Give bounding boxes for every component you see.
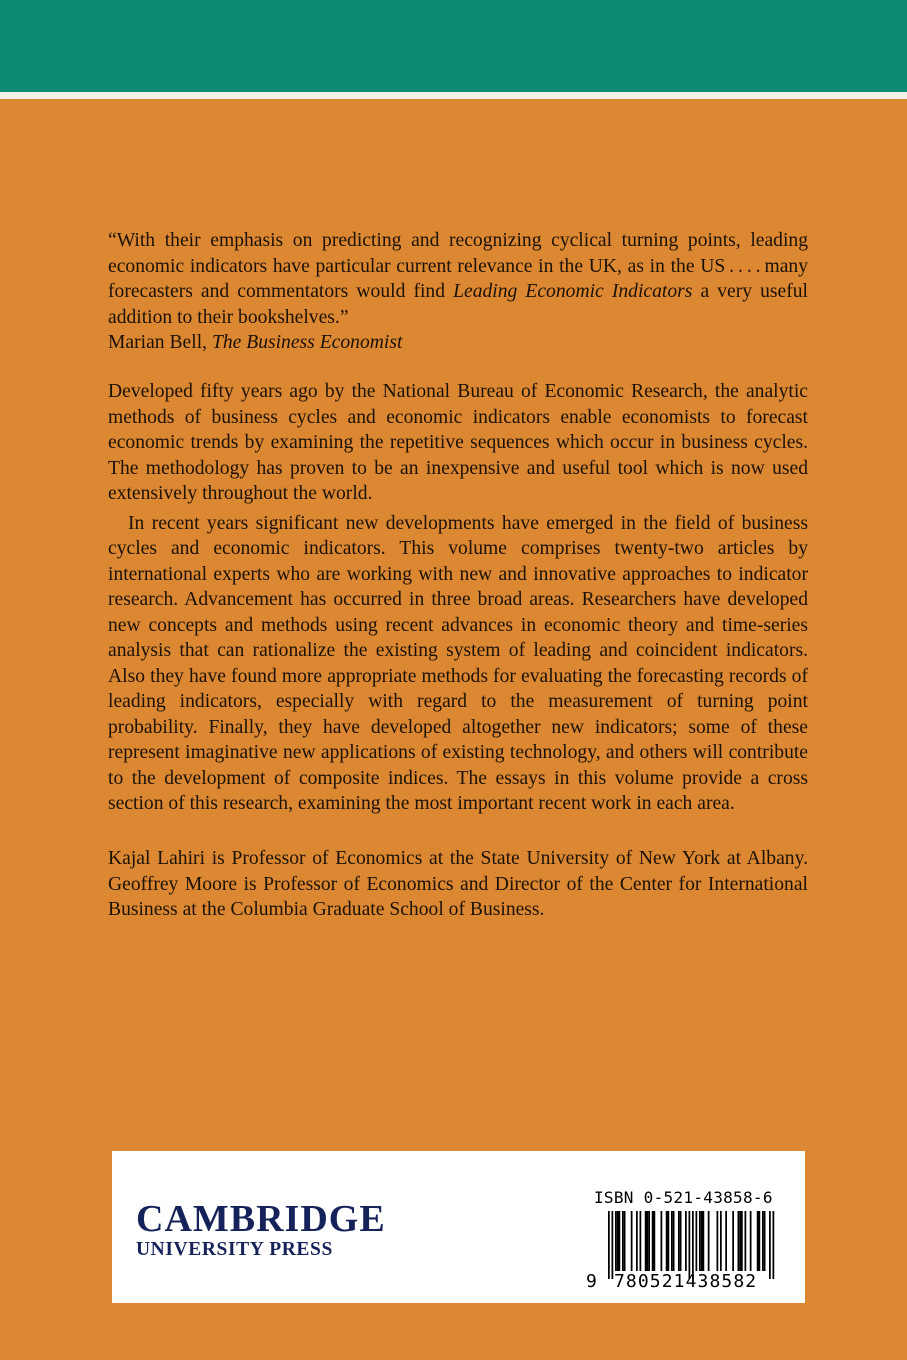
book-description	[108, 379, 808, 817]
barcode-bar	[647, 1211, 649, 1271]
barcode-bar	[631, 1211, 633, 1271]
attribution-source: The Business Economist	[211, 332, 403, 353]
barcode-bar	[640, 1211, 642, 1271]
barcode-bar	[652, 1211, 654, 1271]
isbn-label: ISBN 0-521-43858-6	[594, 1188, 773, 1207]
barcode-bar	[732, 1211, 734, 1271]
barcode-guard-bar	[769, 1211, 771, 1279]
barcode-bar	[622, 1211, 624, 1271]
barcode-bar	[617, 1211, 619, 1271]
barcode-bar	[717, 1211, 719, 1271]
barcode-bar	[701, 1211, 703, 1271]
quote-text-before: “With their emphasis on predicting and recognizing cyclical turning points, leading economic indicators have particular current relevance in the UK, as in the US . . . . many forecasters and commentators would find	[108, 230, 808, 302]
barcode-bar	[648, 1211, 650, 1271]
barcode-bar	[757, 1211, 759, 1271]
logo-name-line-2: UNIVERSITY PRESS	[136, 1239, 333, 1260]
publisher-panel	[112, 1151, 805, 1303]
barcode-bar	[703, 1211, 705, 1271]
barcode-bar	[661, 1211, 663, 1271]
barcode-bar	[645, 1211, 647, 1271]
barcode-bar	[654, 1211, 656, 1271]
description-paragraph-1: Developed fifty years ago by the National Bureau of Economic Research, the analytic methods of business cycles and economic indicators enable economists to forecast economic trends by examining the repetitive sequences which occur in business cycles. The methodology has proven to be an inexpensive and useful tool which is now used extensively throughout the world.	[108, 381, 808, 504]
cambridge-logo	[136, 1199, 386, 1261]
quote-text-after: a very useful addition to their bookshelves.”	[108, 281, 809, 328]
barcode-bar	[738, 1211, 740, 1271]
barcode-bar	[720, 1211, 722, 1271]
author-bio-text: Kajal Lahiri is Professor of Economics at the State University of New York at Albany. Geoffrey Moore is Professor of Economics and Director of the Center for International Business at the Columbia Graduate School of Business.	[108, 848, 808, 920]
description-paragraph-2: In recent years significant new developments have emerged in the field of business cycles and economic indicators. This volume comprises twenty-two articles by international experts who are working with new and innovative approaches to indicator research. Advancement has occurred in three broad areas. Researchers have developed new concepts and methods using recent advances in economic theory and time-series analysis that can rationalize the existing system of leading and coincident indicators. Also they have found more appropriate methods for evaluating the forecasting records of leading indicators, especially with regard to the measurement of turning point probability. Finally, they have developed altogether new indicators; some of these represent imaginative new applications of existing technology, and others will contribute to the development of composite indices. The essays in this volume provide a cross section of this research, examining the most important recent work in each area.	[108, 512, 808, 814]
barcode-bar	[668, 1211, 670, 1271]
author-bio	[108, 846, 808, 923]
barcode-guard-bar	[608, 1211, 610, 1279]
quote-body	[108, 228, 808, 330]
attribution-name: Marian Bell,	[108, 332, 212, 353]
barcode-bar	[708, 1211, 710, 1271]
logo-name-line-1: CAMBRIDGE	[136, 1198, 386, 1240]
barcode-bar	[745, 1211, 747, 1271]
quote-attribution	[108, 330, 808, 356]
barcode-bar	[678, 1211, 680, 1271]
barcode-bar	[685, 1211, 687, 1271]
review-quote	[108, 228, 808, 356]
barcode-guard-bar	[689, 1211, 691, 1279]
barcode-bar	[680, 1211, 682, 1271]
barcode-bar	[636, 1211, 638, 1271]
barcode-bar	[762, 1211, 764, 1271]
barcode-bar	[739, 1211, 741, 1271]
barcode-bar	[615, 1211, 617, 1271]
barcode-bar	[699, 1211, 701, 1271]
barcode-bar	[741, 1211, 743, 1271]
barcode-bar	[624, 1211, 626, 1271]
barcode-bar	[759, 1211, 761, 1271]
barcode	[586, 1209, 786, 1295]
barcode-bar	[750, 1211, 752, 1271]
quote-book-title: Leading Economic Indicators	[453, 281, 693, 302]
barcode-guard-bar	[692, 1211, 694, 1279]
barcode-bar	[619, 1211, 621, 1271]
barcode-guard-bar	[773, 1211, 775, 1279]
barcode-bar	[764, 1211, 766, 1271]
barcode-digits: 780521438582	[614, 1271, 758, 1292]
barcode-bar	[696, 1211, 698, 1271]
barcode-bar	[673, 1211, 675, 1271]
barcode-bar	[671, 1211, 673, 1271]
top-color-band	[0, 0, 907, 92]
barcode-bar	[666, 1211, 668, 1271]
barcode-bar	[725, 1211, 727, 1271]
barcode-lead-digit: 9	[586, 1271, 597, 1292]
top-white-rule	[0, 92, 907, 99]
barcode-guard-bar	[612, 1211, 614, 1279]
